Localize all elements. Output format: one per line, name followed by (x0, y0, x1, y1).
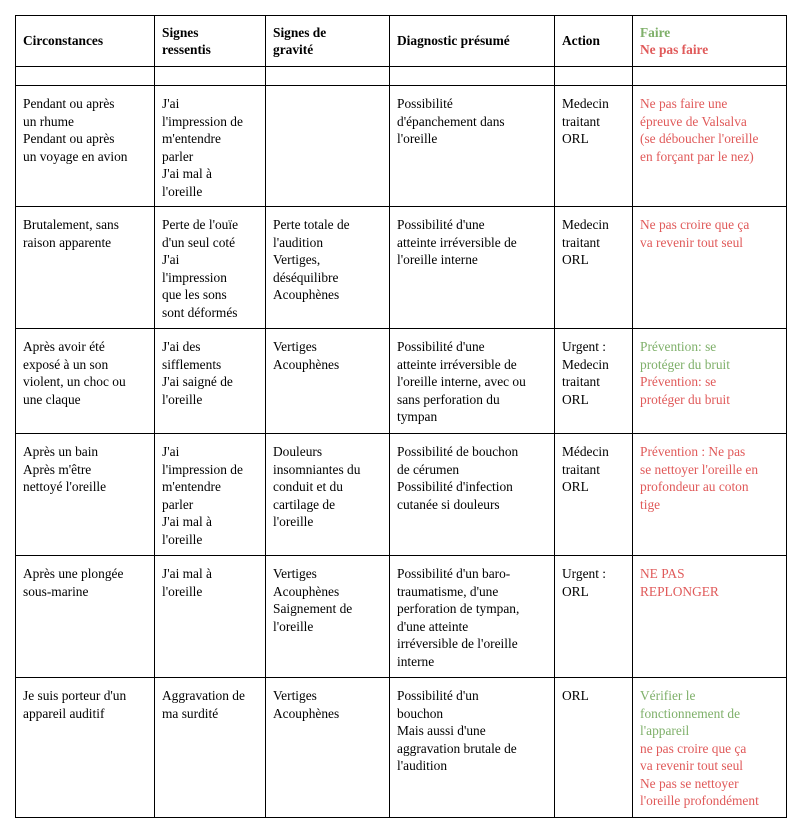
cell-faire-ne-pas-faire (633, 678, 787, 818)
cell-line: parler (162, 496, 194, 512)
cell-line: violent, un choc ou (23, 374, 126, 389)
cell-line: Medecin (562, 356, 609, 372)
cell-line: ORL (562, 688, 589, 703)
cell-line: l'oreille (397, 131, 438, 146)
cell-faire-ne-pas-faire (633, 329, 787, 434)
cell-action (555, 556, 633, 678)
cell-line: épreuve de Valsalva (640, 113, 747, 129)
cell-line: Acouphènes (273, 705, 340, 721)
cell-line: d'un seul coté (162, 234, 236, 250)
cell-line: Medecin (562, 96, 609, 111)
cell-faire-ne-pas-faire (633, 86, 787, 207)
cell-signes-ressentis (155, 86, 266, 207)
header-circonstances: Circonstances (16, 16, 155, 67)
cell-diagnostic (390, 86, 555, 207)
cell-line: Prévention: se (640, 339, 717, 354)
cell-line: Vertiges (273, 688, 317, 703)
cell-circonstances (16, 678, 155, 818)
header-diagnostic: Diagnostic présumé (390, 16, 555, 67)
cell-line: Vertiges (273, 566, 317, 581)
cell-line: J'ai mal à (162, 166, 213, 181)
cell-line: protéger du bruit (640, 391, 730, 407)
cell-line: Après une plongée (23, 566, 124, 581)
cell-line: ma surdité (162, 705, 219, 721)
cell-line: Acouphènes (273, 356, 340, 372)
cell-signes-ressentis (155, 207, 266, 329)
cell-signes-ressentis (155, 556, 266, 678)
cell-faire-ne-pas-faire (633, 434, 787, 556)
cell-line: J'ai mal à (162, 566, 213, 581)
cell-line: interne (397, 653, 435, 669)
cell-line: traitant (562, 461, 600, 477)
cell-line: Ne pas se nettoyer (640, 775, 739, 791)
cell-line: sont déformés (162, 304, 238, 320)
cell-circonstances (16, 86, 155, 207)
cell-line: traumatisme, d'une (397, 583, 499, 599)
header-action: Action (555, 16, 633, 67)
cell-signes-gravite (266, 678, 390, 818)
cell-line: fonctionnement de (640, 705, 741, 721)
cell-diagnostic (390, 556, 555, 678)
cell-line: conduit et du (273, 479, 343, 494)
cell-line: d'une atteinte (397, 618, 469, 634)
cell-line: Après avoir été (23, 339, 105, 354)
cell-line: Après un bain (23, 444, 99, 459)
cell-line: Après m'être (23, 461, 92, 477)
cell-line: Possibilité d'infection (397, 479, 513, 494)
table-row (16, 329, 787, 434)
cell-line: l'audition (397, 758, 448, 773)
cell-signes-gravite (266, 86, 390, 207)
header-row (16, 16, 787, 67)
cell-line: sous-marine (23, 583, 89, 599)
cell-line: traitant (562, 374, 600, 389)
cell-action (555, 86, 633, 207)
cell-line: Acouphènes (273, 287, 340, 302)
cell-line: Possibilité (397, 96, 453, 111)
cell-line: Possibilité d'une (397, 217, 485, 232)
cell-line: m'entendre (162, 131, 221, 146)
cell-line: Je suis porteur d'un (23, 688, 127, 703)
cell-line: l'appareil (640, 723, 690, 738)
cell-line: exposé à un son (23, 356, 109, 372)
cell-line: en forçant par le nez) (640, 148, 754, 164)
cell-line: cartilage de (273, 496, 336, 512)
cell-line: Saignement de (273, 601, 353, 616)
cell-line: l'impression de (162, 461, 243, 477)
cell-line: Médecin (562, 444, 609, 459)
cell-line: traitant (562, 234, 600, 250)
cell-line: Pendant ou après (23, 131, 115, 146)
table-row (16, 556, 787, 678)
cell-line: Brutalement, sans (23, 217, 119, 232)
cell-line: d'épanchement dans (397, 113, 505, 129)
cell-line: Possibilité d'un baro- (397, 566, 511, 581)
cell-signes-ressentis (155, 329, 266, 434)
spacer-row (16, 67, 787, 86)
cell-line: l'oreille (273, 618, 314, 634)
cell-line: bouchon (397, 705, 444, 721)
cell-line: l'oreille (162, 391, 203, 407)
cell-line: m'entendre (162, 479, 221, 494)
cell-circonstances (16, 434, 155, 556)
cell-line: REPLONGER (640, 583, 719, 599)
table-row (16, 207, 787, 329)
cell-line: ORL (562, 583, 589, 599)
cell-line: l'oreille (162, 183, 203, 199)
cell-line: profondeur au coton (640, 479, 749, 494)
cell-line: J'ai saigné de (162, 374, 233, 389)
cell-line: Prévention: se (640, 374, 717, 389)
cell-line: l'oreille interne (397, 252, 478, 267)
cell-line: l'oreille (162, 583, 203, 599)
cell-signes-gravite (266, 207, 390, 329)
cell-line: Douleurs (273, 444, 323, 459)
cell-line: va revenir tout seul (640, 234, 743, 250)
cell-line: Ne pas faire une (640, 96, 728, 111)
cell-line: J'ai (162, 444, 180, 459)
cell-action (555, 207, 633, 329)
cell-action (555, 434, 633, 556)
cell-line: Vertiges (273, 339, 317, 354)
cell-line: de cérumen (397, 461, 460, 477)
cell-line: nettoyé l'oreille (23, 479, 107, 494)
cell-action (555, 678, 633, 818)
header-signes-ressentis: Signes ressentis (155, 16, 266, 67)
cell-line: Aggravation de (162, 688, 245, 703)
cell-line: Possibilité de bouchon (397, 444, 519, 459)
cell-line: J'ai (162, 96, 180, 111)
cell-line: parler (162, 148, 194, 164)
cell-line: Vérifier le (640, 688, 696, 703)
cell-line: l'impression (162, 269, 227, 285)
cell-line: Perte de l'ouïe (162, 217, 239, 232)
table-row (16, 86, 787, 207)
cell-line: cutanée si douleurs (397, 496, 500, 512)
cell-line: Prévention : Ne pas (640, 444, 746, 459)
cell-signes-gravite (266, 329, 390, 434)
table-row (16, 434, 787, 556)
cell-line: l'oreille (162, 531, 203, 547)
cell-line: Acouphènes (273, 583, 340, 599)
header-signes-gravite: Signes de gravité (266, 16, 390, 67)
cell-line: l'oreille interne, avec ou (397, 374, 526, 389)
cell-line: insomniantes du (273, 461, 361, 477)
cell-line: déséquilibre (273, 269, 339, 285)
cell-line: se nettoyer l'oreille en (640, 461, 759, 477)
cell-line: sans perforation du (397, 391, 500, 407)
cell-line: J'ai (162, 252, 180, 267)
cell-line: ORL (562, 131, 589, 146)
cell-line: que les sons (162, 287, 227, 302)
cell-signes-ressentis (155, 678, 266, 818)
cell-line: ORL (562, 391, 589, 407)
cell-circonstances (16, 207, 155, 329)
cell-line: NE PAS (640, 566, 685, 581)
cell-line: Mais aussi d'une (397, 723, 486, 738)
cell-line: J'ai des (162, 339, 201, 354)
cell-line: Possibilité d'un (397, 688, 479, 703)
cell-line: Vertiges, (273, 252, 321, 267)
cell-line: Medecin (562, 217, 609, 232)
cell-diagnostic (390, 207, 555, 329)
cell-faire-ne-pas-faire (633, 556, 787, 678)
cell-signes-ressentis (155, 434, 266, 556)
cell-diagnostic (390, 329, 555, 434)
cell-line: Ne pas croire que ça (640, 217, 750, 232)
cell-action (555, 329, 633, 434)
cell-line: l'oreille (273, 514, 314, 529)
cell-line: va revenir tout seul (640, 758, 743, 773)
cell-line: tympan (397, 409, 438, 424)
cell-line: un rhume (23, 113, 74, 129)
cell-line: Urgent : (562, 566, 607, 581)
cell-line: irréversible de l'oreille (397, 636, 518, 651)
cell-line: ORL (562, 252, 589, 267)
cell-line: Possibilité d'une (397, 339, 485, 354)
cell-signes-gravite (266, 434, 390, 556)
cell-line: ORL (562, 479, 589, 494)
cell-line: aggravation brutale de (397, 740, 517, 756)
cell-signes-gravite (266, 556, 390, 678)
cell-diagnostic (390, 678, 555, 818)
cell-line: appareil auditif (23, 705, 105, 721)
cell-line: ne pas croire que ça (640, 740, 747, 756)
cell-line: l'oreille profondément (640, 793, 759, 808)
cell-line: une claque (23, 391, 81, 407)
table-row (16, 678, 787, 818)
cell-line: raison apparente (23, 234, 112, 250)
cell-line: atteinte irréversible de (397, 234, 517, 250)
cell-line: protéger du bruit (640, 356, 730, 372)
cell-circonstances (16, 329, 155, 434)
cell-line: sifflements (162, 356, 222, 372)
cell-line: tige (640, 496, 661, 512)
cell-line: un voyage en avion (23, 148, 128, 164)
advice-table (15, 15, 787, 818)
cell-diagnostic (390, 434, 555, 556)
cell-line: Pendant ou après (23, 96, 115, 111)
cell-circonstances (16, 556, 155, 678)
cell-line: atteinte irréversible de (397, 356, 517, 372)
cell-line: l'impression de (162, 113, 243, 129)
cell-line: perforation de tympan, (397, 601, 520, 616)
cell-line: l'audition (273, 234, 324, 250)
cell-line: Urgent : (562, 339, 607, 354)
cell-faire-ne-pas-faire (633, 207, 787, 329)
cell-line: J'ai mal à (162, 514, 213, 529)
header-faire-ne-pas-faire: Faire Ne pas faire (633, 16, 787, 67)
cell-line: traitant (562, 113, 600, 129)
cell-line: Perte totale de (273, 217, 350, 232)
cell-line: (se déboucher l'oreille (640, 131, 759, 146)
